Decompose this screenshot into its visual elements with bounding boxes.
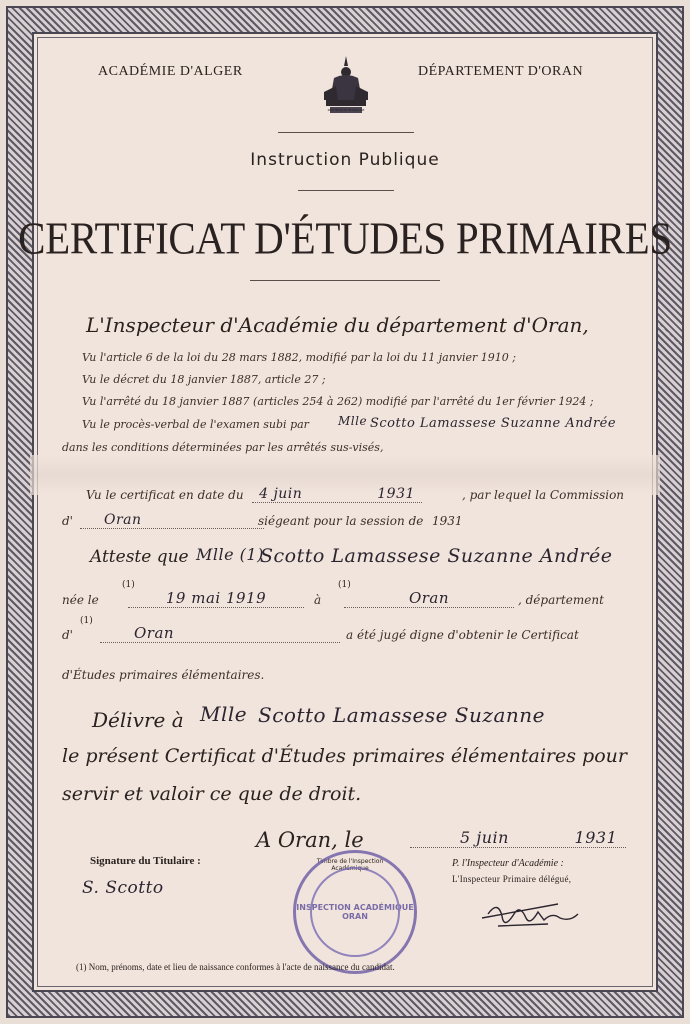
footnote: (1) Nom, prénoms, date et lieu de naissance conformes à l'acte de naissance du candidat.: [76, 962, 395, 972]
attest-label: Atteste que: [90, 547, 189, 567]
instruction-publique: Instruction Publique: [250, 150, 440, 170]
issued-date: 5 juin: [460, 828, 509, 847]
timbre-label: Timbre de l'Inspection Académique: [316, 858, 384, 872]
at-label: à: [314, 593, 322, 607]
cert-date: 4 juin: [259, 486, 303, 502]
inspector-signature: [478, 896, 588, 936]
inspector-line-2: L'Inspecteur Primaire délégué,: [452, 874, 572, 884]
preamble-line: Vu le décret du 18 janvier 1887, article 27 ;: [82, 373, 326, 386]
attest-name: Scotto Lamassese Suzanne Andrée: [260, 545, 613, 567]
issued-year: 1931: [574, 828, 618, 847]
preamble-line: Vu l'arrêté du 18 janvier 1887 (articles 254 à 262) modifié par l'arrêté du 1er février 1924 ;: [82, 395, 594, 408]
divider: [298, 190, 394, 191]
emblem-caption: RÉPUBLIQUE FRANÇAISE: [327, 108, 365, 112]
issued-date-field: [410, 828, 626, 848]
titulaire-signature: S. Scotto: [82, 878, 164, 898]
examinee-title: Mlle: [338, 414, 368, 428]
academie-label: ACADÉMIE D'ALGER: [98, 64, 243, 79]
footnote-mark: (1): [122, 580, 135, 590]
titulaire-label: Signature du Titulaire :: [90, 855, 201, 867]
dept-pre: d': [62, 628, 73, 642]
divider: [278, 132, 414, 133]
session-year: 1931: [432, 514, 463, 528]
issued-place: A Oran, le: [256, 828, 364, 852]
cert-year: 1931: [377, 486, 415, 502]
preamble-line: Vu l'article 6 de la loi du 28 mars 1882, modifié par la loi du 11 janvier 1910 ;: [82, 351, 516, 364]
birth-place: Oran: [344, 589, 514, 608]
title-underline: [250, 280, 440, 281]
examinee-name: Scotto Lamassese Suzanne Andrée: [370, 416, 617, 431]
etudes-line: d'Études primaires élémentaires.: [62, 668, 265, 682]
dept-value: Oran: [100, 624, 340, 643]
footnote-mark: (1): [338, 580, 351, 590]
conditions-line: dans les conditions déterminées par les arrêtés sus-visés,: [62, 441, 384, 454]
dept-post: a été jugé digne d'obtenir le Certificat: [346, 628, 579, 642]
delivered-label: Délivre à: [92, 708, 184, 732]
commission-place: Oran: [80, 512, 264, 529]
footnote-mark: (1): [80, 616, 93, 626]
cert-line-2-pre: d': [62, 514, 73, 528]
preamble-line: Vu le procès-verbal de l'examen subi par: [82, 418, 309, 431]
delivered-title: Mlle: [200, 702, 248, 726]
delivered-name: Scotto Lamassese Suzanne: [258, 703, 545, 727]
dept-label: , département: [518, 593, 604, 607]
present-line-2: servir et valoir ce que de droit.: [62, 783, 362, 805]
cert-line-2-mid: siégeant pour la session de: [258, 514, 424, 528]
stamp-text: INSPECTION ACADÉMIQUE ORAN: [296, 903, 414, 921]
present-line-1: le présent Certificat d'Études primaires élémentaires pour: [62, 745, 627, 767]
inspection-stamp: [293, 850, 417, 974]
birth-date: 19 mai 1919: [128, 589, 304, 608]
born-label: née le: [62, 593, 99, 607]
certificate-title: CERTIFICAT D'ÉTUDES PRIMAIRES: [18, 212, 672, 264]
attest-title: Mlle (1): [196, 545, 264, 564]
cert-line-1-end: , par lequel la Commission: [462, 488, 625, 502]
cert-date-field: [252, 486, 422, 503]
inspector-line-1: P. l'Inspecteur d'Académie :: [452, 858, 564, 869]
cert-line-1: Vu le certificat en date du: [86, 488, 244, 502]
preamble-heading: L'Inspecteur d'Académie du département d'Oran,: [86, 313, 589, 337]
departement-label: DÉPARTEMENT D'ORAN: [418, 64, 584, 79]
